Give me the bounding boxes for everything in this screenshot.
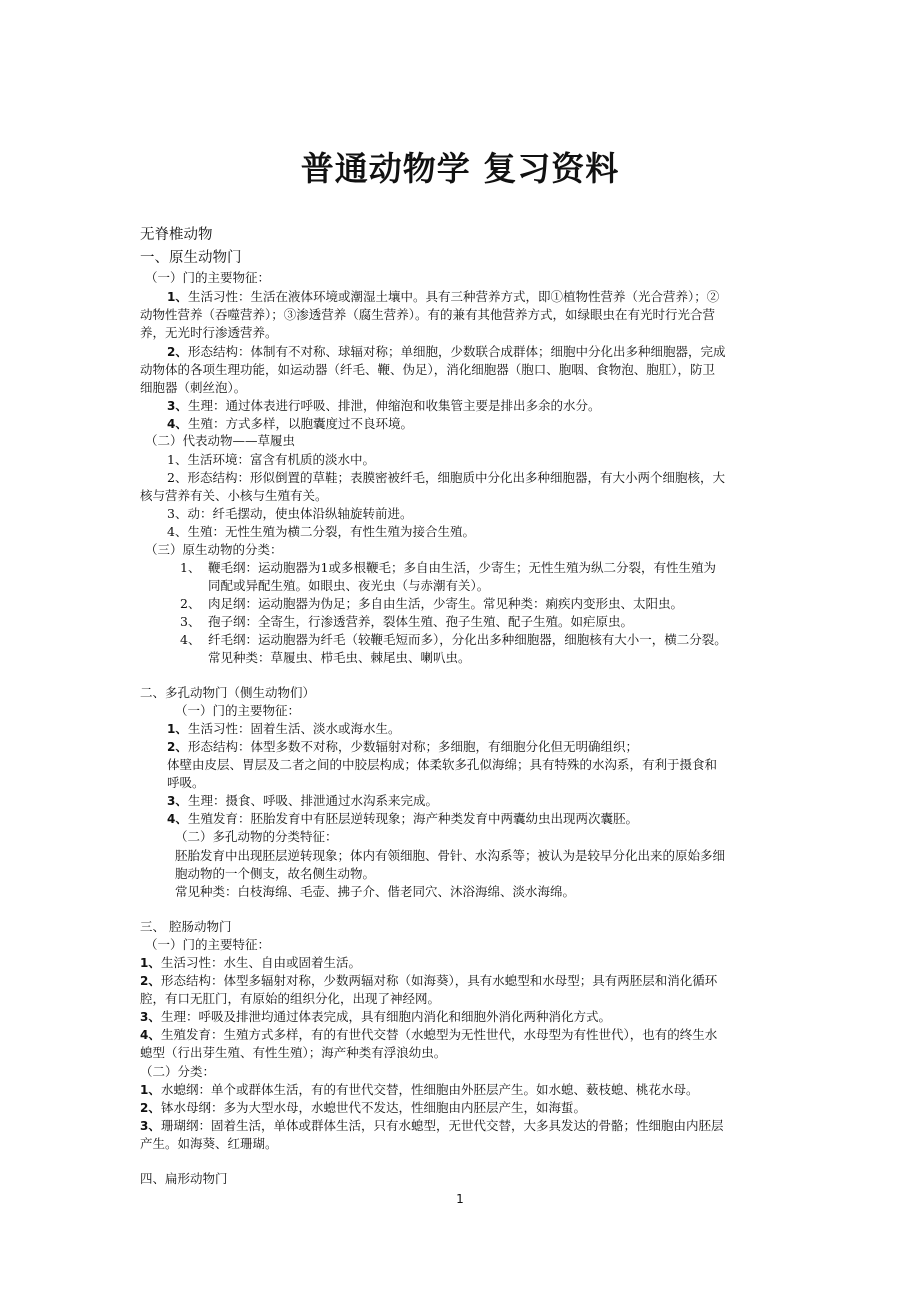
line-text: （一）门的主要特征： [145,937,271,952]
text-line [140,487,328,505]
text-line [180,595,683,613]
line-text: 螅型（行出芽生殖、有性生殖）；海产种类有浮浪幼虫。 [140,1045,447,1060]
text-line [167,738,638,756]
item-number: 3、 [167,794,188,808]
line-text: 体壁由皮层、胃层及二者之间的中胶层构成；体柔软多孔似海绵；具有特殊的水沟系，有利于摄食和 [167,757,718,772]
line-text: 生活习性：固着生活、淡水或海水生。 [188,721,401,736]
text-line [175,865,375,883]
line-text: 产生。如海葵、红珊瑚。 [140,1136,278,1151]
text-line [140,1063,215,1081]
text-line [140,226,213,244]
item-number: 4、 [140,1028,161,1042]
text-line [208,649,471,667]
line-text: 形态结构：体型多数不对称，少数辐射对称；多细胞，有细胞分化但无明确组织； [188,739,639,754]
line-text: 核与营养有关、小核与生殖有关。 [140,488,328,503]
item-number: 1、 [167,290,188,304]
document-title: 普通动物学 复习资料 [300,149,620,188]
text-line [145,936,270,954]
text-line [140,379,246,397]
text-line [140,1081,699,1099]
line-text: 钵水母纲：多为大型水母，水螅世代不发达，性细胞由内胚层产生，如海蜇。 [161,1100,587,1115]
line-text: 3、动：纤毛摆动，使虫体沿纵轴旋转前进。 [167,506,413,521]
line-text: 珊瑚纲：固着生活，单体或群体生活，只有水螅型，无世代交替，大多具发达的骨骼；性细胞由内胚层 [161,1118,724,1133]
text-line [167,415,413,433]
text-line [140,918,231,936]
item-number: 4、 [167,417,188,431]
line-text: 常见种类：草履虫、栉毛虫、棘尾虫、喇叭虫。 [208,650,471,665]
line-text: 养，无光时行渗透营养。 [140,325,278,340]
text-line [167,810,638,828]
line-text: 形态结构：体型多辐射对称，少数两辐对称（如海葵），具有水螅型和水母型；具有两胚层和消化循环 [161,973,718,988]
text-line [140,306,715,324]
text-line [180,559,716,577]
line-text: 形态结构：体制有不对称、球辐对称；单细胞，少数联合成群体；细胞中分化出多种细胞器，完成 [188,344,726,359]
item-number: 2、 [167,345,188,359]
item-number: 3、 [140,1119,161,1133]
text-line [140,249,242,267]
item-number: 2、 [180,596,201,611]
line-text: 动物性营养（吞噬营养）；③渗透营养（腐生营养）。有的兼有其他营养方式，如绿眼虫在有光时行光合营 [140,307,716,322]
line-text: （一）门的主要物征： [175,703,301,718]
line-text: （二）多孔动物的分类特征： [175,829,338,844]
text-line [140,954,361,972]
line-text: 动物体的各项生理功能，如运动器（纤毛、鞭、伪足），消化细胞器（胞口、胞咽、食物泡、胞肛），防卫 [140,362,716,377]
text-line [140,1026,717,1044]
line-text: 4、生殖：无性生殖为横二分裂，有性生殖为接合生殖。 [167,524,475,539]
item-number: 2、 [167,740,188,754]
line-text: 生活习性：水生、自由或固着生活。 [161,955,362,970]
text-line [140,1099,586,1117]
text-line [167,505,412,523]
line-text: 2、形态结构：形似倒置的草鞋；表膜密被纤毛，细胞质中分化出多种细胞器，有大小两个细胞核，大 [167,470,725,485]
line-text: 生理：通过体表进行呼吸、排泄，伸缩泡和收集管主要是排出多余的水分。 [188,398,601,413]
line-text: 胚胎发育中出现胚层逆转现象；体内有领细胞、骨针、水沟系等；被认为是较早分化出来的原始多细 [175,848,726,863]
line-text: 孢子纲：全寄生，行渗透营养，裂体生殖、孢子生殖、配子生殖。如疟原虫。 [208,614,634,629]
line-text: 腔，有口无肛门，有原始的组织分化，出现了神经网。 [140,991,441,1006]
item-number: 4、 [167,812,188,826]
item-number: 3、 [167,399,188,413]
text-line [175,883,575,901]
line-text: 胞动物的一个侧支，故名侧生动物。 [175,866,376,881]
line-text: （二）代表动物——草履虫 [145,433,296,448]
item-number: 1、 [167,722,188,736]
text-line [180,613,633,631]
text-line [180,631,727,649]
line-text: 水螅纲：单个或群体生活，有的有世代交替，性细胞由外胚层产生。如水螅、薮枝螅、桃花水母。 [161,1082,699,1097]
text-line [145,432,295,450]
line-text: 四、扁形动物门 [140,1171,228,1186]
text-line [140,324,278,342]
text-line [167,720,401,738]
line-text: 肉足纲：运动胞器为伪足；多自由生活，少寄生。常见种类：痢疾内变形虫、太阳虫。 [208,596,684,611]
line-text: 生理：呼吸及排泄均通过体表完成，具有细胞内消化和细胞外消化两种消化方式。 [161,1009,612,1024]
text-line [167,523,475,541]
item-number: 1、 [140,956,161,970]
text-line [167,288,719,306]
item-number: 1、 [140,1083,161,1097]
text-line [167,469,725,487]
text-line [175,702,300,720]
line-text: 二、多孔动物门（侧生动物们） [140,685,316,700]
text-line [140,1170,228,1188]
text-line [140,1044,446,1062]
item-number: 4、 [180,632,201,647]
line-text: 生理：摄食、呼吸、排泄通过水沟系来完成。 [188,793,439,808]
text-line [175,847,725,865]
line-text: 纤毛纲：运动胞器为纤毛（较鞭毛短而多），分化出多种细胞器，细胞核有大小一，横二分裂。 [208,632,727,647]
item-number: 3、 [140,1010,161,1024]
line-text: 鞭毛纲：运动胞器为1或多根鞭毛；多自由生活，少寄生；无性生殖为纵二分裂，有性生殖为 [208,560,716,575]
text-line [140,1135,278,1153]
text-line [145,269,270,287]
text-line [145,541,283,559]
item-number: 3、 [180,614,201,629]
text-line [140,1008,611,1026]
line-text: 生殖：方式多样，以胞囊度过不良环境。 [188,416,414,431]
text-line [167,756,717,774]
text-line [167,397,601,415]
line-text: 常见种类：白枝海绵、毛壶、拂子介、偕老同穴、沐浴海绵、淡水海绵。 [175,884,576,899]
page-number: 1 [456,1192,464,1206]
text-line [140,1117,724,1135]
text-line [167,451,375,469]
text-line [167,774,205,792]
line-text: 同配或异配生殖。如眼虫、夜光虫（与赤潮有关）。 [208,578,490,593]
text-line [140,972,717,990]
text-line [140,361,715,379]
line-text: 细胞器（刺丝泡）。 [140,380,247,395]
line-text: 生活习性：生活在液体环境或潮湿土壤中。具有三种营养方式，即①植物性营养（光合营养）；② [188,289,720,304]
text-line [167,792,438,810]
line-text: 1、生活环境：富含有机质的淡水中。 [167,452,375,467]
line-text: 生殖发育：生殖方式多样，有的有世代交替（水螅型为无性世代，水母型为有性世代），也有的终生水 [161,1027,718,1042]
line-text: （三）原生动物的分类： [145,542,283,557]
text-line [167,343,726,361]
text-line [140,684,315,702]
text-line [208,577,489,595]
line-text: 呼吸。 [167,775,205,790]
item-number: 2、 [140,974,161,988]
line-text: 无脊椎动物 [140,227,213,243]
item-number: 1、 [180,560,201,575]
text-line [175,828,338,846]
line-text: 三、 腔肠动物门 [140,919,232,934]
text-line [140,990,440,1008]
line-text: 生殖发育：胚胎发育中有胚层逆转现象；海产种类发育中两囊幼虫出现两次囊胚。 [188,811,639,826]
line-text: （二）分类： [140,1064,216,1079]
line-text: 一、原生动物门 [140,250,242,266]
line-text: （一）门的主要物征： [145,270,271,285]
item-number: 2、 [140,1101,161,1115]
